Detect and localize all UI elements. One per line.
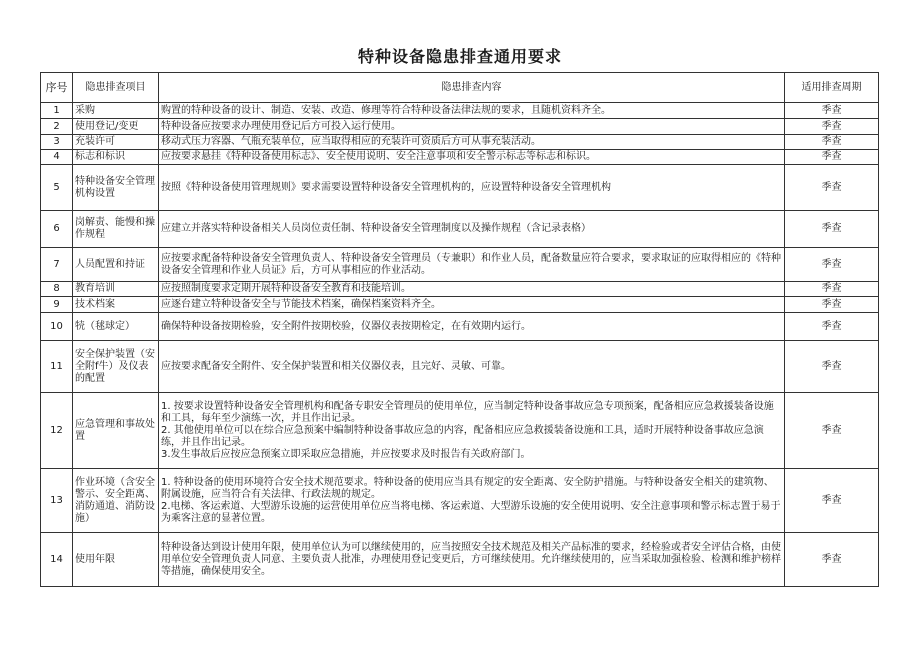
table-row xyxy=(41,393,879,469)
content-line: 2.电梯、客运索道、大型游乐设施的运营使用单位应当将电梯、客运索道、大型游乐设施的安全使用说明、安全注意事项和警示标志置于易于为乘客注意的显著位置。 xyxy=(161,500,781,524)
row-item: 特种设备安全管理机构设置 xyxy=(73,165,159,211)
row-cycle: 季查 xyxy=(785,150,879,165)
page-title: 特种设备隐患排查通用要求 xyxy=(357,47,562,66)
table-row xyxy=(41,313,879,341)
table-row xyxy=(41,103,879,119)
row-content: 确保特种设备按期检验，安全附件按期校验，仪器仪表按期检定，在有效期内运行。 xyxy=(159,313,785,341)
content-line: 1. 按要求设置特种设备安全管理机构和配备专职安全管理员的使用单位，应当制定特种设备事故应急专项预案，配备相应应急救援装备设施和工具，每年至少演练一次，并且作出记录。 xyxy=(161,400,774,424)
row-content: 应建立并落实特种设备相关人员岗位责任制、特种设备安全管理制度以及操作规程（含记录表格） xyxy=(159,211,785,248)
row-no: 13 xyxy=(41,469,73,533)
row-cycle: 季查 xyxy=(785,469,879,533)
row-no: 5 xyxy=(41,165,73,211)
table-row xyxy=(41,135,879,150)
row-no: 7 xyxy=(41,248,73,282)
row-content: 移动式压力容器、气瓶充装单位，应当取得相应的充装许可资质后方可从事充装活动。 xyxy=(159,135,785,150)
table-row xyxy=(41,469,879,533)
content-line: 2. 其他使用单位可以在综合应急预案中编制特种设备事故应急的内容，配备相应应急救援装备设施和工具，适时开展特种设备事故应急演练，并且作出记录。 xyxy=(161,424,764,448)
row-item: 技术档案 xyxy=(73,297,159,313)
row-no: 3 xyxy=(41,135,73,150)
row-item: 使用登记/变更 xyxy=(73,119,159,135)
row-content: 应逐台建立特种设备安全与节能技术档案，确保档案资料齐全。 xyxy=(159,297,785,313)
table-row xyxy=(41,165,879,211)
table-row xyxy=(41,211,879,248)
table-row xyxy=(41,248,879,282)
table-row xyxy=(41,533,879,587)
row-no: 11 xyxy=(41,341,73,393)
table-row xyxy=(41,282,879,297)
row-no: 9 xyxy=(41,297,73,313)
header-content: 隐患排查内容 xyxy=(159,73,785,103)
table-row xyxy=(41,119,879,135)
row-no: 12 xyxy=(41,393,73,469)
row-cycle: 季查 xyxy=(785,313,879,341)
row-cycle: 季查 xyxy=(785,165,879,211)
row-content xyxy=(159,469,785,533)
row-content: 按照《特种设备使用管理规则》要求需要设置特种设备安全管理机构的，应设置特种设备安全管理机构 xyxy=(159,165,785,211)
row-item: 使用年限 xyxy=(73,533,159,587)
row-cycle: 季查 xyxy=(785,341,879,393)
row-cycle: 季查 xyxy=(785,248,879,282)
row-item: 充装许可 xyxy=(73,135,159,150)
row-item: 岗解责、能慢和操作规程 xyxy=(73,211,159,248)
row-no: 14 xyxy=(41,533,73,587)
row-no: 4 xyxy=(41,150,73,165)
row-content: 应按要求配备特种设备安全管理负责人、特种设备安全管理员（专兼职）和作业人员，配备数量应符合要求，要求取证的应取得相应的《特种设备安全管理和作业人员证》后，方可从事相应的作业活动。 xyxy=(159,248,785,282)
content-line: 1. 特种设备的使用环境符合安全技术规范要求。特种设备的使用应当具有规定的安全距离、安全防护措施。与特种设备安全相关的建筑物、附属设施，应当符合有关法律、行政法规的规定。 xyxy=(161,476,774,500)
row-cycle: 季查 xyxy=(785,533,879,587)
table-row xyxy=(41,297,879,313)
row-cycle: 季查 xyxy=(785,103,879,119)
row-item: 采购 xyxy=(73,103,159,119)
table-row xyxy=(41,150,879,165)
row-item: 作业环境（含安全警示、安全距离、消防通道、消防设施） xyxy=(73,469,159,533)
content-line: 3.发生事故后应按应急预案立即采取应急措施，并应按要求及时报告有关政府部门。 xyxy=(161,448,531,460)
row-content xyxy=(159,393,785,469)
row-no: 10 xyxy=(41,313,73,341)
header-item: 隐患排查项目 xyxy=(73,73,159,103)
row-item: 安全保护装置（安全附f牛）及仪表的配置 xyxy=(73,341,159,393)
row-item: 应急管理和事故处置 xyxy=(73,393,159,469)
row-item: 标志和标识 xyxy=(73,150,159,165)
row-no: 6 xyxy=(41,211,73,248)
row-cycle: 季查 xyxy=(785,393,879,469)
table-header-row xyxy=(41,73,879,103)
row-no: 1 xyxy=(41,103,73,119)
row-cycle: 季查 xyxy=(785,297,879,313)
row-cycle: 季查 xyxy=(785,211,879,248)
row-item: 人员配置和持证 xyxy=(73,248,159,282)
row-no: 8 xyxy=(41,282,73,297)
header-no: 序号 xyxy=(41,73,73,103)
header-cycle: 适用排查周期 xyxy=(785,73,879,103)
row-cycle: 季查 xyxy=(785,119,879,135)
row-content: 应按要求配备安全附件、安全保护装置和相关仪器仪表，且完好、灵敏、可靠。 xyxy=(159,341,785,393)
row-cycle: 季查 xyxy=(785,282,879,297)
row-no: 2 xyxy=(41,119,73,135)
row-content: 特种设备达到设计使用年限，使用单位认为可以继续使用的，应当按照安全技术规范及相关产品标准的要求，经检验或者安全评估合格，由使用单位安全管理负责人同意、主要负责人批准，办理使用登记变更后，方可继续使用。允许继续使用的，应当采取加强检验、检测和维护榜样等措施，确保使用安全。 xyxy=(159,533,785,587)
row-content: 购置的特种设备的设计、制造、安装、改造、修理等符合特种设备法律法规的要求，且随机资料齐全。 xyxy=(159,103,785,119)
table-row xyxy=(41,341,879,393)
row-content: 特种设备应按要求办理使用登记后方可投入运行使用。 xyxy=(159,119,785,135)
row-item: 㸿（毬球定） xyxy=(73,313,159,341)
row-item: 教育培训 xyxy=(73,282,159,297)
row-cycle: 季查 xyxy=(785,135,879,150)
inspection-table xyxy=(40,72,879,587)
row-content: 应按要求悬挂《特种设备使用标志》、安全使用说明、安全注意事项和安全警示标志等标志和标识。 xyxy=(159,150,785,165)
row-content: 应按照制度要求定期开展特种设备安全教育和技能培训。 xyxy=(159,282,785,297)
